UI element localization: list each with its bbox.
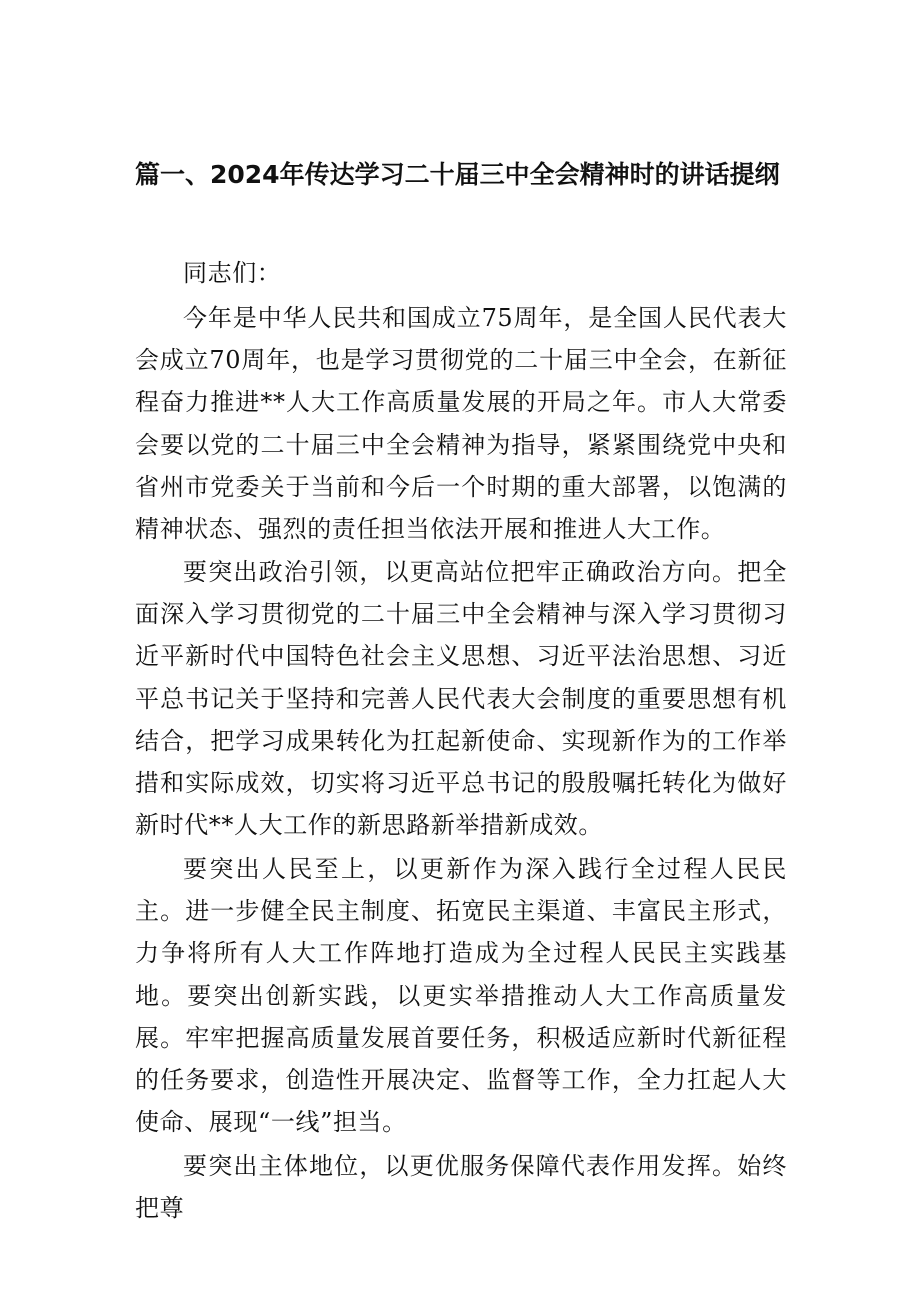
paragraph-2: 要突出政治引领，以更高站位把牢正确政治方向。把全面深入学习贯彻党的二十届三中全会精神与深入学习贯彻习近平新时代中国特色社会主义思想、习近平法治思想、习近平总书记关于坚持和完善人民代表大会制度的重要思想有机结合，把学习成果转化为扛起新使命、实现新作为的工作举措和实际成效，切实将习近平总书记的殷殷嘱托转化为做好新时代**人大工作的新思路新举措新成效。 (135, 558, 787, 840)
paragraph-1: 今年是中华人民共和国成立75周年，是全国人民代表大会成立70周年，也是学习贯彻党的二十届三中全会，在新征程奋力推进**人大工作高质量发展的开局之年。市人大常委会要以党的二十届三中全会精神为指导，紧紧围绕党中央和省州市党委关于当前和今后一个时期的重大部署，以饱满的精神状态、强烈的责任担当依法开展和推进人大工作。 (135, 304, 787, 544)
paragraph-4: 要突出主体地位，以更优服务保障代表作用发挥。始终把尊 (135, 1152, 787, 1223)
document-title: 篇一、2024年传达学习二十届三中全会精神时的讲话提纲 (135, 160, 780, 189)
salutation: 同志们： (183, 259, 282, 287)
paragraph-3: 要突出人民至上，以更新作为深入践行全过程人民民主。进一步健全民主制度、拓宽民主渠道、丰富民主形式，力争将所有人大工作阵地打造成为全过程人民民主实践基地。要突出创新实践，以更实举措推动人大工作高质量发展。牢牢把握高质量发展首要任务，积极适应新时代新征程的任务要求，创造性开展决定、监督等工作，全力扛起人大使命、展现“一线”担当。 (135, 855, 787, 1137)
